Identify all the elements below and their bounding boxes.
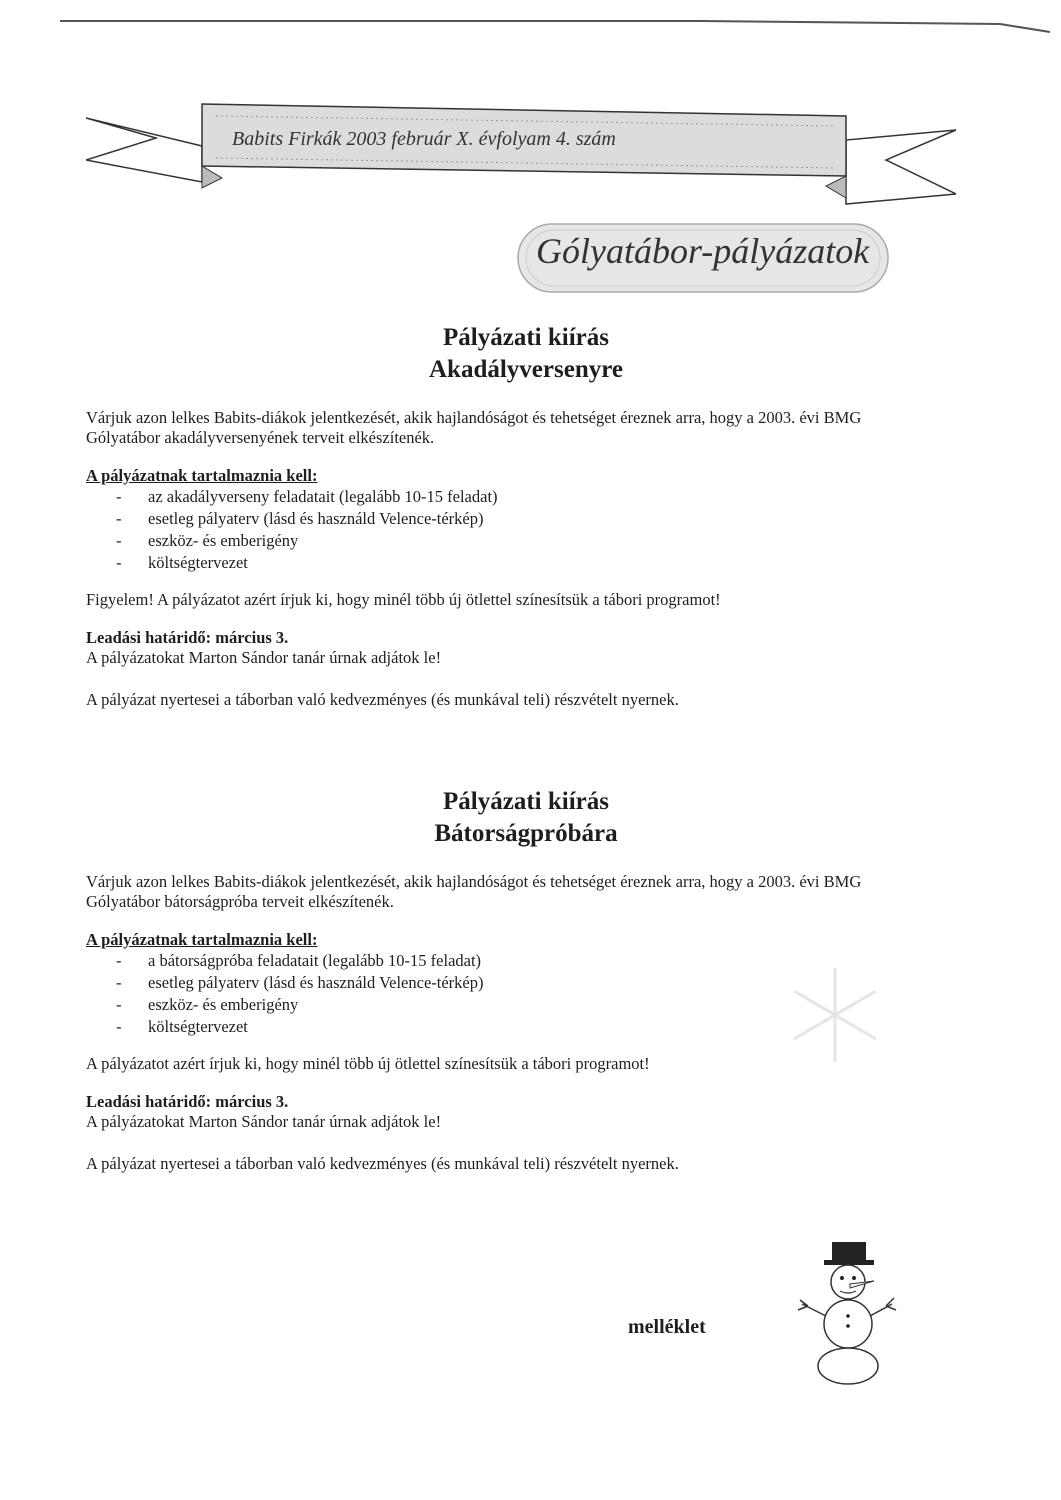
snowflake-icon [780,960,890,1070]
list-item: - eszköz- és emberigény [116,995,299,1014]
deadline: Leadási határidő: március 3. [86,1092,289,1111]
snowman-icon [792,1238,900,1386]
announcement-obstacle-race [86,322,926,710]
heading-line-2: Akadályversenyre [429,356,623,383]
list-item: - költségtervezet [116,553,248,572]
requirements-heading: A pályázatnak tartalmaznia kell: [86,466,318,485]
intro-paragraph: Várjuk azon lelkes Babits-diákok jelentkezését, akik hajlandóságot és tehetséget éreznek arra, hogy a 2003. évi BMG Gólyatábor bátorságpróba terveit elkészítenék. [86,872,862,911]
top-rule [0,18,1061,38]
section-title: Gólyatábor-pályázatok [536,231,870,271]
list-item: - esetleg pályaterv (lásd és használd Velence-térkép) [116,509,484,528]
list-item: - a bátorságpróba feladatait (legalább 10-15 feladat) [116,951,482,970]
note-paragraph: Figyelem! A pályázatot azért írjuk ki, hogy minél több új ötlettel színesítsük a tábori programot! [86,590,721,609]
winners-paragraph: A pályázat nyertesei a táborban való kedvezményes (és munkával teli) részvételt nyernek. [86,1154,679,1173]
ribbon-banner [86,98,956,210]
heading-line-1: Pályázati kiírás [443,324,609,351]
requirements-list [86,486,926,574]
list-item: - az akadályverseny feladatait (legalább 10-15 feladat) [116,487,498,506]
attachment-label: melléklet [628,1316,706,1338]
list-item: - eszköz- és emberigény [116,531,299,550]
winners-paragraph: A pályázat nyertesei a táborban való kedvezményes (és munkával teli) részvételt nyernek. [86,690,679,709]
list-item: - esetleg pályaterv (lásd és használd Velence-térkép) [116,973,484,992]
handin-instruction: A pályázatokat Marton Sándor tanár úrnak adjátok le! [86,1112,442,1131]
intro-paragraph: Várjuk azon lelkes Babits-diákok jelentkezését, akik hajlandóságot és tehetséget éreznek arra, hogy a 2003. évi BMG Gólyatábor akadályversenyének terveit elkészítenék. [86,408,862,447]
handin-instruction: A pályázatokat Marton Sándor tanár úrnak adjátok le! [86,648,442,667]
deadline: Leadási határidő: március 3. [86,628,289,647]
heading-line-1: Pályázati kiírás [443,788,609,815]
newspaper-banner-text: Babits Firkák 2003 február X. évfolyam 4. szám [232,128,616,150]
list-item: - költségtervezet [116,1017,248,1036]
note-paragraph: A pályázatot azért írjuk ki, hogy minél több új ötlettel színesítsük a tábori programot! [86,1054,650,1073]
requirements-heading: A pályázatnak tartalmaznia kell: [86,930,318,949]
heading-line-2: Bátorságpróbára [434,820,618,847]
